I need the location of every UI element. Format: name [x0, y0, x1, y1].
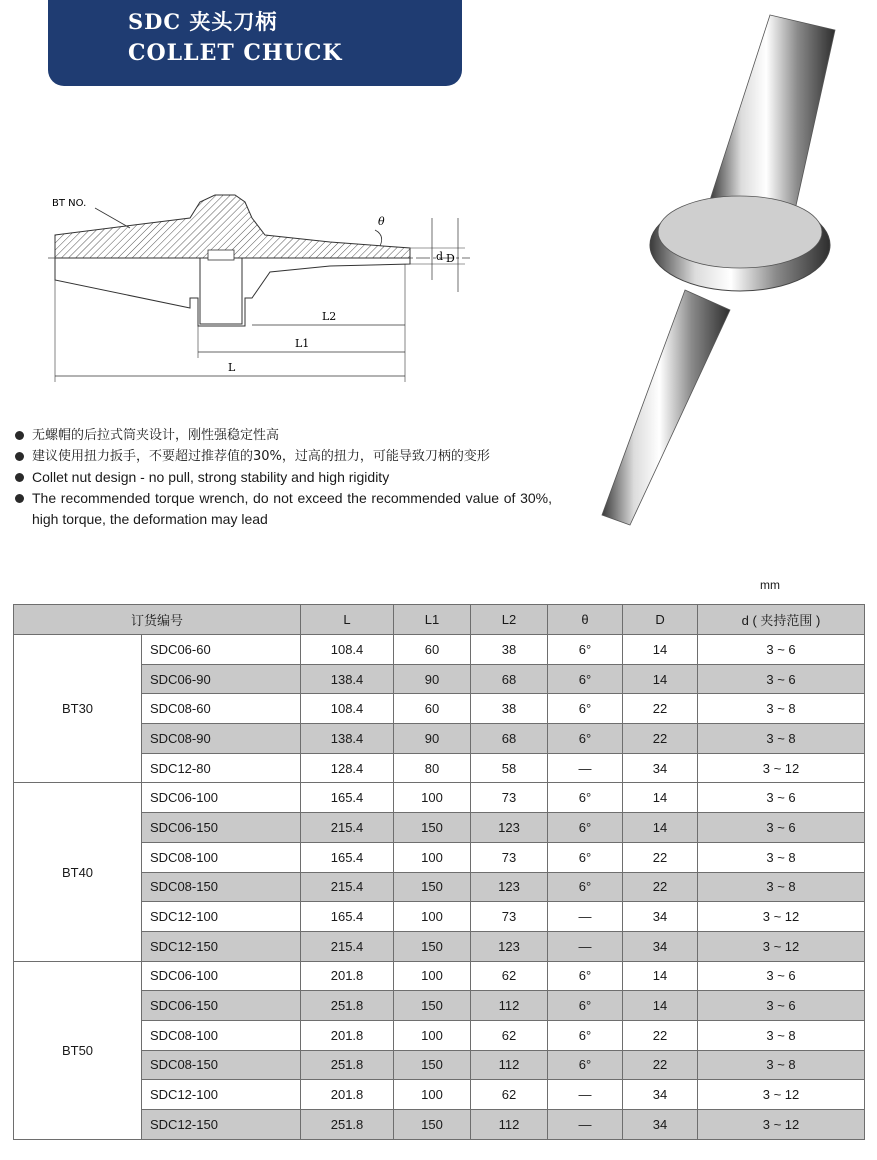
- table-row: [14, 961, 865, 991]
- col-header: D: [623, 605, 698, 635]
- value-cell: 38: [471, 694, 548, 724]
- L2-label: L2: [322, 310, 337, 323]
- value-cell: —: [548, 902, 623, 932]
- value-cell: 150: [394, 872, 471, 902]
- table-row: [14, 1080, 865, 1110]
- value-cell: 3 ~ 8: [698, 694, 865, 724]
- table-row: [14, 1020, 865, 1050]
- value-cell: 112: [471, 1050, 548, 1080]
- value-cell: 73: [471, 902, 548, 932]
- value-cell: 150: [394, 813, 471, 843]
- col-header: θ: [548, 605, 623, 635]
- value-cell: 14: [623, 783, 698, 813]
- bt-no-label: BT NO.: [52, 198, 87, 209]
- model-cell: SDC06-60: [142, 635, 301, 665]
- value-cell: 3 ~ 12: [698, 1110, 865, 1140]
- title-banner: [48, 0, 462, 86]
- table-row: [14, 635, 865, 665]
- table-row: [14, 694, 865, 724]
- value-cell: 60: [394, 635, 471, 665]
- value-cell: 165.4: [301, 902, 394, 932]
- L-label: L: [228, 361, 236, 374]
- value-cell: 201.8: [301, 1080, 394, 1110]
- value-cell: 3 ~ 6: [698, 961, 865, 991]
- value-cell: 3 ~ 12: [698, 753, 865, 783]
- collet-chuck-image: [590, 10, 840, 530]
- feature-list: [12, 425, 552, 530]
- value-cell: 3 ~ 8: [698, 842, 865, 872]
- col-header: L: [301, 605, 394, 635]
- value-cell: 251.8: [301, 991, 394, 1021]
- value-cell: 58: [471, 753, 548, 783]
- value-cell: 14: [623, 635, 698, 665]
- value-cell: 6°: [548, 961, 623, 991]
- model-cell: SDC12-100: [142, 902, 301, 932]
- value-cell: 3 ~ 8: [698, 1020, 865, 1050]
- table-row: [14, 842, 865, 872]
- value-cell: 150: [394, 991, 471, 1021]
- model-cell: SDC08-150: [142, 1050, 301, 1080]
- value-cell: 215.4: [301, 931, 394, 961]
- table-row: [14, 1050, 865, 1080]
- value-cell: 68: [471, 724, 548, 754]
- model-cell: SDC12-150: [142, 1110, 301, 1140]
- value-cell: 3 ~ 12: [698, 902, 865, 932]
- value-cell: 22: [623, 872, 698, 902]
- value-cell: 6°: [548, 694, 623, 724]
- value-cell: 6°: [548, 842, 623, 872]
- title-chinese: SDC 夹头刀柄: [128, 9, 278, 34]
- value-cell: 138.4: [301, 664, 394, 694]
- value-cell: 34: [623, 753, 698, 783]
- value-cell: 14: [623, 991, 698, 1021]
- value-cell: 150: [394, 1050, 471, 1080]
- feature-item: The recommended torque wrench, do not exceed the recommended value of 30%, high torque, the deformation may lead: [12, 488, 552, 530]
- value-cell: 6°: [548, 813, 623, 843]
- col-header: L1: [394, 605, 471, 635]
- model-cell: SDC08-100: [142, 1020, 301, 1050]
- value-cell: 80: [394, 753, 471, 783]
- value-cell: 68: [471, 664, 548, 694]
- value-cell: 3 ~ 6: [698, 991, 865, 1021]
- bullet-icon: [15, 473, 24, 482]
- feature-item: 无螺帽的后拉式筒夹设计，刚性强稳定性高: [12, 425, 552, 446]
- model-cell: SDC08-100: [142, 842, 301, 872]
- value-cell: 3 ~ 12: [698, 931, 865, 961]
- value-cell: —: [548, 1110, 623, 1140]
- feature-item: 建议使用扭力扳手，不要超过推荐值的30%，过高的扭力，可能导致刀柄的变形: [12, 446, 552, 467]
- spec-table: [13, 604, 865, 1140]
- table-row: [14, 783, 865, 813]
- table-row: [14, 991, 865, 1021]
- value-cell: —: [548, 931, 623, 961]
- value-cell: 165.4: [301, 783, 394, 813]
- value-cell: 6°: [548, 783, 623, 813]
- col-header: L2: [471, 605, 548, 635]
- L1-label: L1: [295, 337, 310, 350]
- table-row: [14, 724, 865, 754]
- value-cell: 34: [623, 902, 698, 932]
- value-cell: 3 ~ 8: [698, 872, 865, 902]
- series-cell: BT50: [14, 961, 142, 1139]
- value-cell: 3 ~ 8: [698, 724, 865, 754]
- value-cell: 6°: [548, 635, 623, 665]
- value-cell: 34: [623, 931, 698, 961]
- value-cell: 251.8: [301, 1050, 394, 1080]
- D-label: D: [446, 252, 455, 265]
- value-cell: 201.8: [301, 1020, 394, 1050]
- table-row: [14, 872, 865, 902]
- value-cell: 6°: [548, 1050, 623, 1080]
- value-cell: 38: [471, 635, 548, 665]
- value-cell: 3 ~ 6: [698, 813, 865, 843]
- value-cell: 165.4: [301, 842, 394, 872]
- value-cell: 6°: [548, 664, 623, 694]
- model-cell: SDC06-100: [142, 783, 301, 813]
- value-cell: 138.4: [301, 724, 394, 754]
- value-cell: 128.4: [301, 753, 394, 783]
- value-cell: 108.4: [301, 635, 394, 665]
- value-cell: 22: [623, 1050, 698, 1080]
- table-row: [14, 902, 865, 932]
- value-cell: 100: [394, 902, 471, 932]
- value-cell: 3 ~ 6: [698, 783, 865, 813]
- value-cell: 14: [623, 961, 698, 991]
- value-cell: 6°: [548, 1020, 623, 1050]
- feature-item: Collet nut design - no pull, strong stability and high rigidity: [12, 467, 552, 488]
- value-cell: 22: [623, 724, 698, 754]
- value-cell: 123: [471, 813, 548, 843]
- d-label: d: [436, 250, 444, 263]
- value-cell: 3 ~ 12: [698, 1080, 865, 1110]
- value-cell: 150: [394, 1110, 471, 1140]
- technical-drawing: [40, 180, 480, 390]
- model-cell: SDC08-150: [142, 872, 301, 902]
- value-cell: 62: [471, 1080, 548, 1110]
- value-cell: 100: [394, 1020, 471, 1050]
- value-cell: 14: [623, 664, 698, 694]
- model-cell: SDC12-80: [142, 753, 301, 783]
- table-row: [14, 753, 865, 783]
- value-cell: 90: [394, 724, 471, 754]
- value-cell: 3 ~ 6: [698, 635, 865, 665]
- value-cell: 100: [394, 961, 471, 991]
- value-cell: 123: [471, 931, 548, 961]
- table-header-row: [14, 605, 865, 635]
- model-cell: SDC08-60: [142, 694, 301, 724]
- value-cell: 62: [471, 1020, 548, 1050]
- value-cell: 60: [394, 694, 471, 724]
- value-cell: 3 ~ 6: [698, 664, 865, 694]
- value-cell: 215.4: [301, 813, 394, 843]
- model-cell: SDC06-100: [142, 961, 301, 991]
- value-cell: 251.8: [301, 1110, 394, 1140]
- value-cell: 150: [394, 931, 471, 961]
- table-row: [14, 1110, 865, 1140]
- bullet-icon: [15, 431, 24, 440]
- model-cell: SDC06-90: [142, 664, 301, 694]
- series-cell: BT40: [14, 783, 142, 961]
- theta-label: θ: [378, 215, 385, 228]
- value-cell: 112: [471, 991, 548, 1021]
- value-cell: 90: [394, 664, 471, 694]
- bullet-icon: [15, 452, 24, 461]
- model-cell: SDC06-150: [142, 991, 301, 1021]
- model-cell: SDC06-150: [142, 813, 301, 843]
- value-cell: 22: [623, 1020, 698, 1050]
- value-cell: 123: [471, 872, 548, 902]
- model-cell: SDC12-100: [142, 1080, 301, 1110]
- title-english: COLLET CHUCK: [128, 40, 343, 66]
- value-cell: 62: [471, 961, 548, 991]
- value-cell: 100: [394, 1080, 471, 1110]
- value-cell: —: [548, 1080, 623, 1110]
- model-cell: SDC12-150: [142, 931, 301, 961]
- value-cell: 201.8: [301, 961, 394, 991]
- value-cell: 34: [623, 1110, 698, 1140]
- value-cell: 14: [623, 813, 698, 843]
- table-row: [14, 664, 865, 694]
- value-cell: 73: [471, 783, 548, 813]
- value-cell: 215.4: [301, 872, 394, 902]
- value-cell: 22: [623, 694, 698, 724]
- value-cell: 112: [471, 1110, 548, 1140]
- value-cell: 6°: [548, 991, 623, 1021]
- value-cell: 22: [623, 842, 698, 872]
- col-header: d ( 夹持范围 ): [698, 605, 865, 635]
- table-row: [14, 813, 865, 843]
- value-cell: 6°: [548, 724, 623, 754]
- value-cell: 100: [394, 783, 471, 813]
- series-cell: BT30: [14, 635, 142, 783]
- value-cell: 73: [471, 842, 548, 872]
- col-header: 订货编号: [14, 605, 301, 635]
- value-cell: 108.4: [301, 694, 394, 724]
- unit-label: mm: [760, 578, 780, 592]
- model-cell: SDC08-90: [142, 724, 301, 754]
- value-cell: 3 ~ 8: [698, 1050, 865, 1080]
- value-cell: 6°: [548, 872, 623, 902]
- value-cell: —: [548, 753, 623, 783]
- bullet-icon: [15, 494, 24, 503]
- value-cell: 100: [394, 842, 471, 872]
- table-row: [14, 931, 865, 961]
- value-cell: 34: [623, 1080, 698, 1110]
